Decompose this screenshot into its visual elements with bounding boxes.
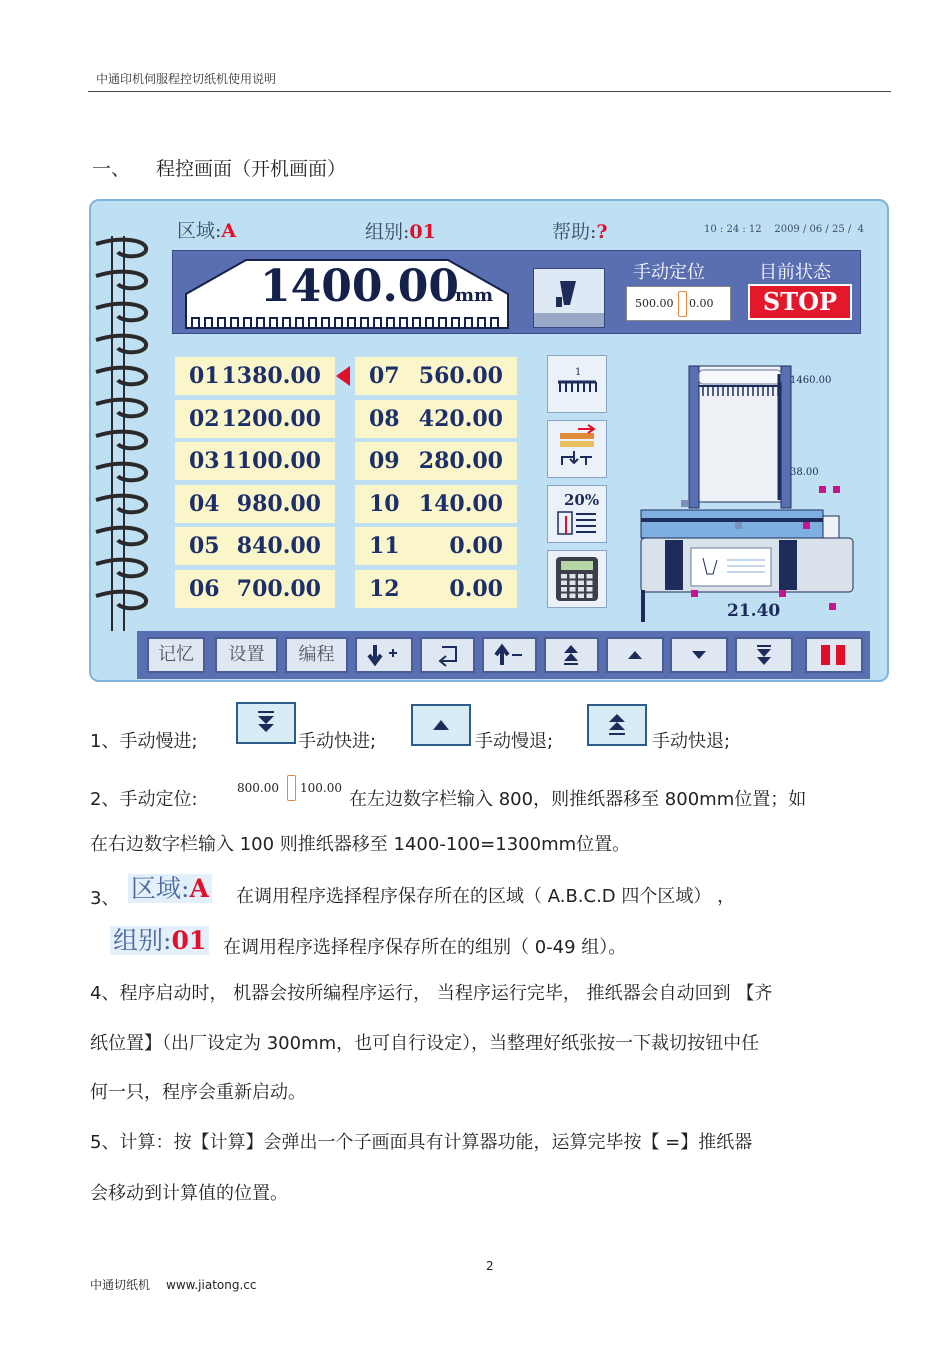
machine-bottom-value: 21.40 <box>727 601 781 621</box>
program-number: 10 <box>369 490 400 517</box>
memory-button[interactable]: 记忆 <box>147 637 205 673</box>
slow-back-button[interactable] <box>606 637 664 673</box>
double-up-icon <box>546 639 597 671</box>
machine-top-value: 1460.00 <box>790 375 832 386</box>
p1-b: 手动慢退; <box>475 731 554 752</box>
up-triangle-icon <box>413 706 469 744</box>
sheet-align-button[interactable] <box>547 420 607 478</box>
footer <box>90 1276 256 1293</box>
sample-fast-forward-button <box>236 702 296 744</box>
paragraph-1 <box>90 727 198 753</box>
p3-group-value: 01 <box>171 926 207 955</box>
fast-forward-button[interactable] <box>735 637 793 673</box>
help-label: 帮助: <box>552 221 597 243</box>
slow-forward-button[interactable] <box>670 637 728 673</box>
program-row[interactable] <box>175 527 335 565</box>
footer-site: www.jiatong.cc <box>166 1278 257 1292</box>
p3-area-label-text: 区域: <box>131 874 190 903</box>
sheet-align-icon <box>548 421 606 477</box>
calculator-button[interactable] <box>547 550 607 608</box>
double-down-icon <box>737 639 791 671</box>
settings-button[interactable]: 设置 <box>215 637 278 673</box>
program-value: 1200.00 <box>221 405 321 432</box>
program-row[interactable] <box>355 570 517 608</box>
program-number: 04 <box>189 490 220 517</box>
p2-text: 在左边数字栏输入 800，则推纸器移至 800mm位置；如 <box>349 789 807 810</box>
position-unit: mm <box>455 285 494 306</box>
percent-button[interactable] <box>547 485 607 543</box>
help-indicator[interactable] <box>552 217 608 244</box>
p3-area-value: A <box>189 874 209 903</box>
pause-icon <box>807 639 861 671</box>
area-value: A <box>221 220 237 242</box>
area-indicator[interactable] <box>177 216 236 243</box>
arrow-up-minus-icon <box>484 639 535 671</box>
fast-back-button[interactable] <box>544 637 599 673</box>
program-value: 700.00 <box>236 576 321 602</box>
undo-button[interactable] <box>420 637 475 673</box>
current-row-pointer-icon <box>336 366 350 386</box>
p2-prefix: 2、手动定位: <box>90 789 198 810</box>
program-value: 140.00 <box>418 490 503 517</box>
p2-right-value: 100.00 <box>300 781 342 795</box>
down-triangle-icon <box>672 639 726 671</box>
sample-fast-back-button <box>587 704 647 746</box>
p1-c: 手动快退; <box>652 731 731 752</box>
p2-line2: 在右边数字栏输入 100 则推纸器移至 1400-100=1300mm位置。 <box>90 834 631 855</box>
manual-left-input[interactable]: 500.00 <box>635 297 674 310</box>
up-triangle-icon <box>608 639 662 671</box>
comb-icon <box>548 356 606 412</box>
p2-left-value: 800.00 <box>237 781 279 795</box>
knife-button[interactable] <box>533 268 605 328</box>
program-number: 02 <box>189 405 220 432</box>
manual-position-label: 手动定位 <box>633 262 705 283</box>
program-row[interactable] <box>175 485 335 523</box>
program-number: 11 <box>369 533 400 560</box>
program-button[interactable]: 编程 <box>285 637 348 673</box>
return-icon <box>422 639 473 671</box>
section-number: 一、 <box>92 158 131 180</box>
program-row[interactable] <box>175 400 335 438</box>
arrow-down-plus-icon <box>357 639 411 671</box>
p3-area-label <box>128 874 212 903</box>
program-value: 0.00 <box>449 576 503 602</box>
program-row[interactable] <box>355 485 517 523</box>
program-row[interactable] <box>175 442 335 480</box>
header-rule <box>88 91 891 92</box>
p1-prefix: 1、手动慢进; <box>90 731 198 752</box>
group-label: 组别: <box>365 221 410 243</box>
p3-group-label <box>110 926 209 955</box>
p5-line2: 会移动到计算值的位置。 <box>90 1183 288 1204</box>
program-number: 05 <box>189 533 220 560</box>
p3-text: 在调用程序选择程序保存所在的区域（ A.B.C.D 四个区域） ， <box>236 886 736 907</box>
p4-line1: 4、程序启动时， 机器会按所编程序运行， 当程序运行完毕， 推纸器会自动回到 【齐 <box>90 983 773 1004</box>
double-up-icon <box>589 706 645 744</box>
program-row[interactable] <box>175 357 335 395</box>
program-number: 01 <box>189 363 220 389</box>
area-label: 区域: <box>177 220 222 242</box>
machine-diagram <box>637 360 865 622</box>
p1-a: 手动快进; <box>298 731 377 752</box>
p3-area-sample <box>128 869 212 905</box>
program-number: 07 <box>369 363 400 389</box>
knife-icon <box>534 269 604 327</box>
p4-line3: 何一只，程序会重新启动。 <box>90 1082 306 1103</box>
delete-step-button[interactable] <box>482 637 537 673</box>
group-value: 01 <box>409 221 436 243</box>
pusher-marker-icon <box>287 775 296 801</box>
p3-prefix: 3、 <box>90 888 120 909</box>
program-number: 03 <box>189 448 220 475</box>
push-one-button[interactable] <box>547 355 607 413</box>
page-number: 2 <box>486 1259 494 1273</box>
p5-line1: 5、计算：按【计算】会弹出一个子画面具有计算器功能，运算完毕按【 =】推纸器 <box>90 1132 753 1153</box>
footer-company: 中通切纸机 <box>90 1278 151 1292</box>
program-number: 09 <box>369 448 400 475</box>
program-number: 12 <box>369 576 400 602</box>
program-number: 06 <box>189 576 220 602</box>
page-header: 中通印机伺服程控切纸机使用说明 <box>96 72 277 86</box>
program-value: 0.00 <box>449 533 503 560</box>
program-row[interactable] <box>355 400 517 438</box>
program-value: 840.00 <box>236 533 321 560</box>
program-row[interactable] <box>355 357 517 395</box>
datetime: 10 : 24 : 12 2009 / 06 / 25 / 4 <box>704 224 864 235</box>
program-value: 980.00 <box>236 490 321 517</box>
insert-step-button[interactable] <box>355 637 413 673</box>
section-title <box>92 154 346 181</box>
push-one-digit: 1 <box>575 367 582 378</box>
program-value: 280.00 <box>418 448 503 475</box>
pusher-marker-icon <box>678 291 687 317</box>
manual-position-box[interactable] <box>626 286 731 321</box>
machine-mid-value: 38.00 <box>790 467 819 478</box>
p3-group-sample <box>110 921 209 957</box>
pause-button[interactable] <box>805 637 863 673</box>
group-indicator[interactable] <box>365 217 436 244</box>
spiral-binding <box>92 236 150 631</box>
program-row[interactable] <box>175 570 335 608</box>
p4-line2: 纸位置】（出厂设定为 300mm，也可自行设定），当整理好纸张按一下裁切按钮中任 <box>90 1033 760 1054</box>
program-row[interactable] <box>355 527 517 565</box>
sample-slow-back-button <box>411 704 471 746</box>
status-badge: STOP <box>748 284 852 320</box>
p3-group-label-text: 组别: <box>113 926 172 955</box>
p3-text2: 在调用程序选择程序保存所在的组别（ 0-49 组）。 <box>223 937 627 958</box>
program-row[interactable] <box>355 442 517 480</box>
program-number: 08 <box>369 405 400 432</box>
status-label: 目前状态 <box>759 262 831 283</box>
current-position: 1400.00 <box>260 261 460 312</box>
manual-right-input[interactable]: 0.00 <box>689 297 714 310</box>
program-value: 560.00 <box>418 363 503 389</box>
percent-stack-icon <box>548 486 606 542</box>
program-value: 420.00 <box>418 405 503 432</box>
percent-value: 20% <box>564 491 600 509</box>
calculator-icon <box>548 551 606 607</box>
help-value: ? <box>596 221 608 243</box>
program-value: 1380.00 <box>221 363 321 389</box>
program-value: 1100.00 <box>221 448 321 475</box>
section-title-text: 程控画面（开机画面） <box>156 158 347 180</box>
double-down-icon <box>238 704 294 742</box>
